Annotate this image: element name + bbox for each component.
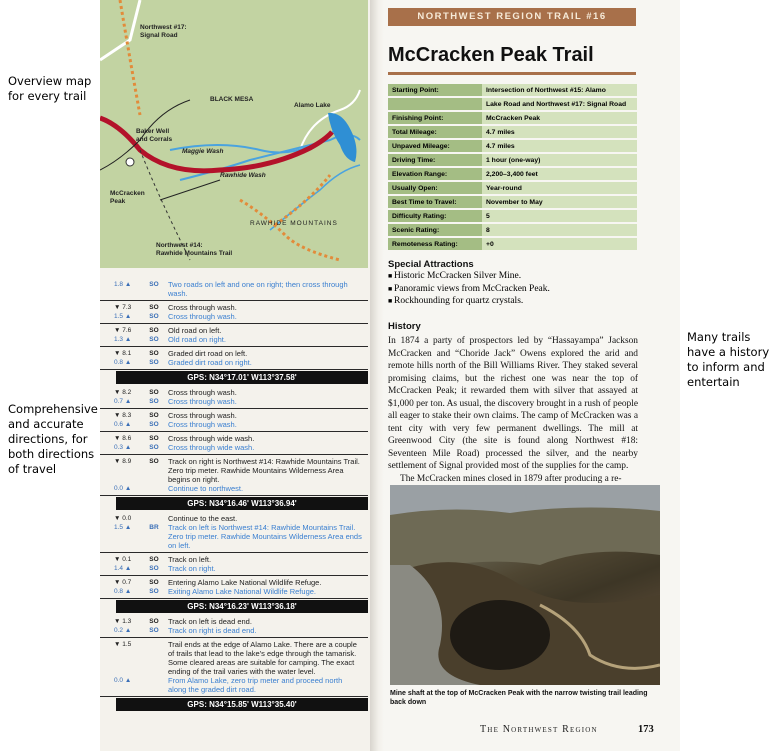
mileage: ▼ 0.7	[114, 579, 132, 586]
direction-text: Old road on right.	[168, 335, 226, 344]
mileage: 1.3 ▲	[114, 336, 132, 343]
photo-drawing	[390, 485, 660, 685]
direction-entry	[100, 455, 368, 496]
mileage: 1.4 ▲	[114, 565, 132, 572]
map-label-nw17: Northwest #17: Signal Road	[140, 24, 187, 39]
mileage: 0.6 ▲	[114, 421, 132, 428]
book-spine	[370, 0, 384, 751]
direction-code: SO	[149, 359, 159, 366]
direction-reverse-line	[100, 358, 368, 367]
info-value: McCracken Peak	[482, 111, 637, 125]
direction-code	[140, 484, 168, 493]
mileage: ▼ 0.0	[114, 515, 132, 522]
direction-entry	[100, 576, 368, 599]
direction-text: Continue to northwest.	[168, 484, 244, 493]
direction-entry	[100, 324, 368, 347]
direction-text: Cross through wide wash.	[168, 434, 255, 443]
history-paragraph-2: The McCracken mines closed in 1879 after producing a re-	[400, 473, 622, 484]
direction-code: SO	[149, 350, 159, 357]
annotation-history: Many trails have a history to inform and entertain	[687, 330, 770, 389]
direction-code: SO	[149, 304, 159, 311]
direction-code: SO	[149, 627, 159, 634]
direction-code: SO	[149, 618, 159, 625]
mileage: 0.3 ▲	[114, 444, 132, 451]
info-value: 5	[482, 209, 637, 223]
trail-title: McCracken Peak Trail	[388, 44, 594, 66]
direction-entry	[100, 301, 368, 324]
map-label-baker-well: Baker Well and Corrals	[136, 128, 173, 143]
trail-directions	[100, 278, 368, 713]
direction-entry	[100, 512, 368, 553]
mileage: ▼ 1.5	[114, 641, 132, 648]
direction-forward-line	[100, 617, 368, 626]
direction-code: SO	[149, 389, 159, 396]
info-value: Lake Road and Northwest #17: Signal Road	[482, 97, 637, 111]
direction-code: SO	[149, 313, 159, 320]
direction-forward-line	[100, 578, 368, 587]
map-label-mccracken-peak: McCracken Peak	[110, 190, 145, 205]
direction-code: SO	[149, 327, 159, 334]
direction-text: Entering Alamo Lake National Wildlife Refuge.	[168, 578, 322, 587]
gps-coordinates: GPS: N34°15.85' W113°35.40'	[116, 698, 368, 711]
info-value: +0	[482, 237, 637, 251]
info-value: 1 hour (one-way)	[482, 153, 637, 167]
info-value: November to May	[482, 195, 637, 209]
direction-reverse-line	[100, 443, 368, 452]
info-key: Driving Time:	[388, 153, 482, 167]
info-key	[388, 97, 482, 111]
direction-code	[140, 514, 168, 523]
direction-reverse-line	[100, 312, 368, 321]
info-value: 4.7 miles	[482, 125, 637, 139]
direction-text: Cross through wash.	[168, 388, 237, 397]
info-key: Unpaved Mileage:	[388, 139, 482, 153]
direction-entry	[100, 553, 368, 576]
info-row	[388, 153, 637, 167]
trail-info-table	[388, 84, 637, 252]
direction-code: SO	[149, 458, 159, 465]
map-label-maggie-wash: Maggie Wash	[182, 148, 224, 155]
direction-code: SO	[149, 336, 159, 343]
direction-code	[140, 640, 168, 676]
special-attraction-item: ■ Historic McCracken Silver Mine.	[388, 270, 648, 283]
direction-text: Track on right is dead end.	[168, 626, 257, 635]
direction-code: SO	[149, 281, 159, 288]
title-rule	[388, 72, 636, 75]
direction-text: Track on left is Northwest #14: Rawhide Mountains Trail. Zero trip meter. Rawhide Mountains Wilderness Area ends on left.	[168, 523, 362, 550]
info-key: Total Mileage:	[388, 125, 482, 139]
direction-reverse-line	[100, 523, 368, 550]
direction-text: Cross through wash.	[168, 420, 237, 429]
direction-entry	[100, 386, 368, 409]
direction-reverse-line	[100, 484, 368, 493]
left-page	[100, 0, 370, 751]
direction-reverse-line	[100, 587, 368, 596]
history-paragraph-1: In 1874 a party of prospectors led by “Hassayampa” Jackson McCracken and “Choride Jack” Owens explored the arid and remote hills north of the Bill Williams River. They staked several promising claims, but the richest one was near the top of McCracken Peak; it rewarded them with silver that assayed at $1,000 per ton. As usual, the discovery brought in a rush of people all eager to stake their own claims. The camp of McCracken was a tent city with very few permanent dwellings. The mill at Greenwood City (the site is found along Northwest #18: Seventeen Mile Road) processed the silver, and the nearby settlement of Signal provided most of the supplies for the camp.	[388, 336, 638, 471]
region-banner: NORTHWEST REGION TRAIL #16	[388, 8, 636, 26]
mileage: ▼ 8.9	[114, 458, 132, 465]
direction-text: Cross through wash.	[168, 397, 237, 406]
annotation-overview-map: Overview map for every trail	[8, 74, 92, 103]
mileage: 0.0 ▲	[114, 485, 132, 492]
direction-reverse-line	[100, 420, 368, 429]
mileage: ▼ 8.1	[114, 350, 132, 357]
mileage: 1.8 ▲	[114, 281, 132, 288]
info-row	[388, 237, 637, 251]
direction-entry	[100, 615, 368, 638]
direction-text: Old road on left.	[168, 326, 222, 335]
direction-code	[140, 676, 168, 694]
direction-forward-line	[100, 388, 368, 397]
direction-text: Trail ends at the edge of Alamo Lake. There are a couple of trails that lead to the lake's edge through the tamarisk. Some cleared areas are suitable for camping. The exact ending of the trail varies with the water level.	[168, 640, 357, 676]
direction-reverse-line	[100, 626, 368, 635]
direction-forward-line	[100, 555, 368, 564]
mileage: 0.8 ▲	[114, 359, 132, 366]
direction-code: BR	[149, 524, 159, 531]
direction-forward-line	[100, 411, 368, 420]
mileage: ▼ 7.6	[114, 327, 132, 334]
info-row	[388, 111, 637, 125]
mileage: ▼ 7.3	[114, 304, 132, 311]
direction-text: Cross through wash.	[168, 303, 237, 312]
direction-forward-line	[100, 349, 368, 358]
info-key: Difficulty Rating:	[388, 209, 482, 223]
mileage: 1.5 ▲	[114, 524, 132, 531]
info-key: Scenic Rating:	[388, 223, 482, 237]
direction-entry	[100, 409, 368, 432]
info-key: Elevation Range:	[388, 167, 482, 181]
book-spread	[100, 0, 680, 751]
mileage: 1.5 ▲	[114, 313, 132, 320]
direction-text: Cross through wash.	[168, 312, 237, 321]
direction-text: Track on right.	[168, 564, 216, 573]
gps-coordinates: GPS: N34°17.01' W113°37.58'	[116, 371, 368, 384]
map-label-rawhide-wash: Rawhide Wash	[220, 172, 266, 179]
direction-text: Track on left.	[168, 555, 212, 564]
direction-text: Continue to the east.	[168, 514, 238, 523]
info-row	[388, 97, 637, 111]
info-row	[388, 181, 637, 195]
mileage: 0.7 ▲	[114, 398, 132, 405]
mileage: 0.8 ▲	[114, 588, 132, 595]
direction-forward-line	[100, 640, 368, 676]
direction-entry	[100, 278, 368, 301]
direction-code: SO	[149, 556, 159, 563]
info-key: Usually Open:	[388, 181, 482, 195]
direction-forward-line	[100, 303, 368, 312]
direction-text: Graded dirt road on left.	[168, 349, 248, 358]
mine-shaft-photo	[390, 485, 660, 685]
map-label-nw14: Northwest #14: Rawhide Mountains Trail	[156, 242, 233, 257]
direction-forward-line	[100, 326, 368, 335]
photo-caption: Mine shaft at the top of McCracken Peak with the narrow twisting trail leading back down	[390, 690, 648, 706]
direction-entry	[100, 638, 368, 697]
right-page	[384, 0, 680, 751]
mileage: ▼ 8.2	[114, 389, 132, 396]
special-attractions-list	[388, 270, 648, 308]
mileage: ▼ 8.3	[114, 412, 132, 419]
history-heading: History	[388, 321, 421, 332]
info-row	[388, 167, 637, 181]
map-label-black-mesa: BLACK MESA	[210, 96, 254, 103]
gps-coordinates: GPS: N34°16.46' W113°36.94'	[116, 497, 368, 510]
info-row	[388, 223, 637, 237]
info-key: Finishing Point:	[388, 111, 482, 125]
page-footer: The Northwest Region	[480, 724, 598, 735]
info-row	[388, 84, 637, 97]
direction-code: SO	[149, 444, 159, 451]
direction-code: SO	[149, 412, 159, 419]
direction-reverse-line	[100, 280, 368, 298]
direction-text: Exiting Alamo Lake National Wildlife Refuge.	[168, 587, 316, 596]
direction-reverse-line	[100, 335, 368, 344]
info-value: 4.7 miles	[482, 139, 637, 153]
direction-entry	[100, 347, 368, 370]
direction-text: Track on left is dead end.	[168, 617, 252, 626]
mileage: ▼ 0.1	[114, 556, 132, 563]
mileage: 0.0 ▲	[114, 677, 132, 684]
direction-forward-line	[100, 514, 368, 523]
direction-entry	[100, 432, 368, 455]
direction-reverse-line	[100, 564, 368, 573]
info-row	[388, 139, 637, 153]
mileage: 0.2 ▲	[114, 627, 132, 634]
special-attraction-item: ■ Rockhounding for quartz crystals.	[388, 295, 648, 308]
info-value: Intersection of Northwest #15: Alamo	[482, 84, 637, 97]
direction-forward-line	[100, 457, 368, 484]
info-key: Starting Point:	[388, 84, 482, 97]
annotation-directions: Comprehensive and accurate directions, for both directions of travel	[8, 402, 98, 476]
direction-forward-line	[100, 434, 368, 443]
info-value: 8	[482, 223, 637, 237]
direction-code: SO	[149, 579, 159, 586]
history-text	[388, 335, 638, 485]
gps-coordinates: GPS: N34°16.23' W113°36.18'	[116, 600, 368, 613]
direction-code: SO	[149, 565, 159, 572]
direction-code: SO	[149, 421, 159, 428]
page-number: 173	[638, 724, 654, 735]
info-value: 2,200–3,400 feet	[482, 167, 637, 181]
map-label-rawhide-mountains: RAWHIDE MOUNTAINS	[250, 220, 338, 227]
direction-reverse-line	[100, 397, 368, 406]
direction-code: SO	[149, 588, 159, 595]
info-row	[388, 125, 637, 139]
direction-code: SO	[149, 398, 159, 405]
direction-code: SO	[149, 435, 159, 442]
mileage: ▼ 1.3	[114, 618, 132, 625]
info-row	[388, 195, 637, 209]
direction-text: Two roads on left and one on right; then cross through wash.	[168, 280, 348, 298]
direction-reverse-line	[100, 676, 368, 694]
info-key: Remoteness Rating:	[388, 237, 482, 251]
map-label-alamo-lake: Alamo Lake	[294, 102, 331, 109]
info-row	[388, 209, 637, 223]
direction-text: Cross through wash.	[168, 411, 237, 420]
info-value: Year-round	[482, 181, 637, 195]
direction-text: Track on right is Northwest #14: Rawhide Mountains Trail. Zero trip meter. Rawhide Mountains Wilderness Area begins on right.	[168, 457, 360, 484]
direction-text: Graded dirt road on right.	[168, 358, 252, 367]
direction-text: Cross through wide wash.	[168, 443, 255, 452]
info-key: Best Time to Travel:	[388, 195, 482, 209]
special-attraction-item: ■ Panoramic views from McCracken Peak.	[388, 283, 648, 296]
overview-map	[100, 0, 368, 268]
direction-text: From Alamo Lake, zero trip meter and proceed north along the graded dirt road.	[168, 676, 343, 694]
mileage: ▼ 8.6	[114, 435, 132, 442]
special-attractions-heading: Special Attractions	[388, 259, 474, 270]
